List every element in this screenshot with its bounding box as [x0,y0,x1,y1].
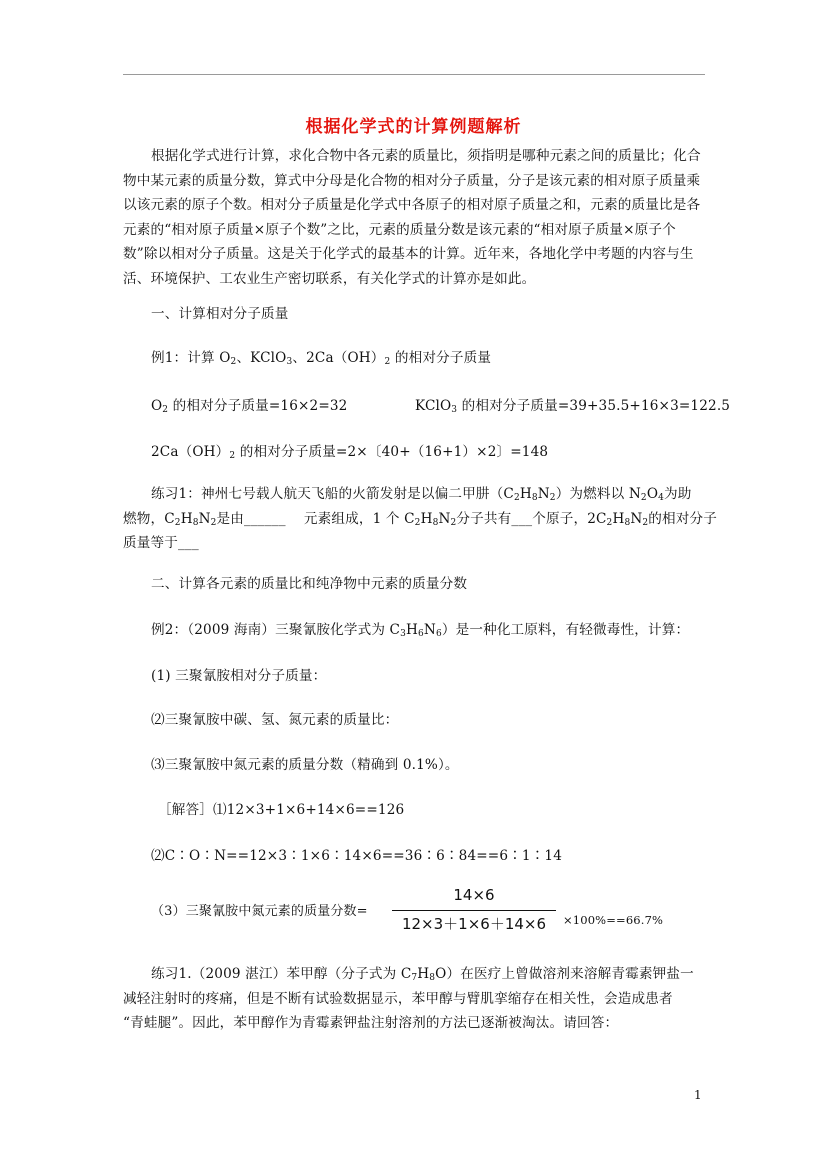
header-rule [123,74,705,75]
answer-3-label: （3）三聚氰胺中氮元素的质量分数= [151,904,368,919]
fraction-numerator: 14×6 [453,886,495,904]
fraction-bar [392,910,556,911]
kclo3-calculation: KClO$_3$ 的相对分子质量=39+35.5+16×3=122.5 [415,398,731,415]
question-2: ⑵三聚氰胺中碳、氢、氮元素的质量比： [151,712,399,728]
answer-2: ⑵C∶O∶N==12×3∶1×6∶14×6==36∶6∶84==6∶1∶14 [151,848,563,864]
intro-paragraph: 根据化学式进行计算，求化合物中各元素的质量比，须指明是哪种元素之间的质量比；化合物中某元素的质量分数，算式中分母是化合物的相对分子质量，分子是该元素的相对原子质量乘以该元素的原子个数。相对分子质量是化学式中各原子的相对原子质量之和，元素的质量比是各元素的“相对原子质量×原子个数”之比，元素的质量分数是该元素的“相对原子质量×原子个数”除以相对分子质量。这是关于化学式的最基本的计算。近年来，各地化学中考题的内容与生活、环境保护、工农业生产密切联系，有关化学式的计算亦是如此。 [123,148,701,287]
document-title: 根据化学式的计算例题解析 [305,117,522,137]
practice-1-line-2: 燃物，$C_2H_8N_2$是由______ 元素组成，1 个 $C_2H_8N_2$分子共有___个原子，$2C_2H_8N_2$的相对分子 [123,511,717,528]
practice-1-line-1: 练习1：神州七号载人航天飞船的火箭发射是以偏二甲肼$(C_2H_8N_2)$为燃料以 $N_2O_4$为助 [151,486,692,503]
answer-1: ［解答］⑴12×3+1×6+14×6==126 [158,802,405,818]
question-3: ⑶三聚氰胺中氮元素的质量分数（精确到 0.1%）。 [151,757,459,773]
page-number: 1 [694,1088,702,1102]
answer-3-result: ×100%==66.7% [563,913,664,927]
mass-fraction-formula [388,886,560,936]
practice-2-line-3: “青蛙腿”。因此，苯甲醇作为青霉素钾盐注射溶剂的方法已逐渐被淘汰。请回答： [123,1015,619,1031]
o2-calculation: $O_2$ 的相对分子质量=16×2=32 [151,398,348,415]
caoh2-calculation: $2Ca(OH)_2$ 的相对分子质量=2×〔40+（16+1）×2〕=148 [151,444,549,461]
question-1: (1) 三聚氰胺相对分子质量： [151,668,327,684]
fraction-denominator: 12×3＋1×6＋14×6 [401,915,547,933]
section-heading-2: 二、计算各元素的质量比和纯净物中元素的质量分数 [151,576,468,592]
practice-2-line-1: 练习1.（2009 湛江）苯甲醇（分子式为 $C_7H_8O$）在医疗上曾做溶剂来溶解青霉素钾盐一 [151,966,694,983]
example-1: 例1：计算 $O_2$、KClO$_3$、$2Ca(OH)_2$ 的相对分子质量 [151,350,492,367]
example-2: 例2：（2009 海南）三聚氰胺化学式为 $C_3H_6N_6$）是一种化工原料，有轻微毒性，计算： [151,622,690,639]
practice-1-line-3: 质量等于___ [123,535,199,551]
practice-2-line-2: 减轻注射时的疼痛，但是不断有试验数据显示，苯甲醇与臂肌挛缩存在相关性，会造成患者 [123,991,673,1007]
section-heading-1: 一、计算相对分子质量 [151,306,289,322]
